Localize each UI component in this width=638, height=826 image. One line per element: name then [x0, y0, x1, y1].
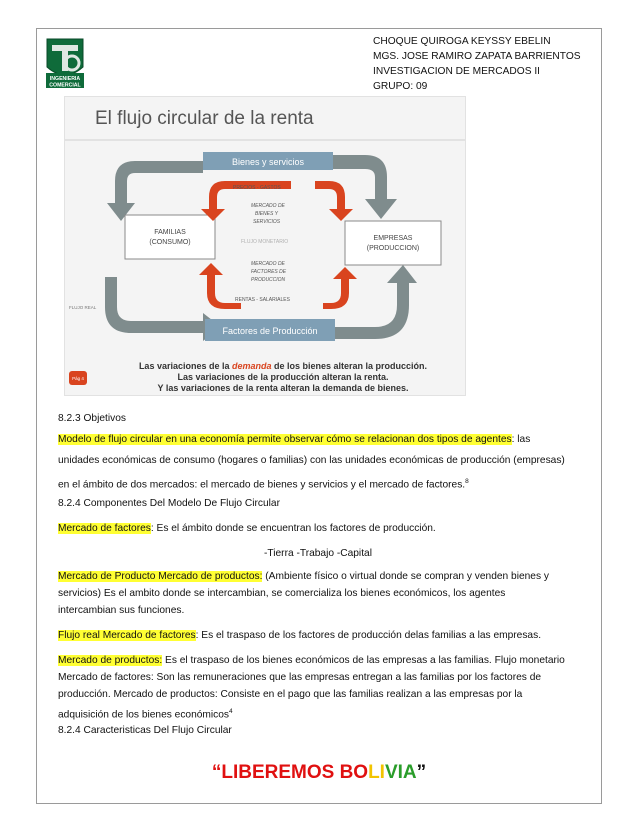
objectives-heading: 8.2.3 Objetivos [58, 413, 126, 424]
factors-red-arrow [323, 267, 357, 309]
money-flow-label: FLUJO MONETARIO [241, 239, 289, 245]
rents-label: RENTAS - SALARIALES [235, 297, 290, 303]
header-group: GRUPO: 09 [373, 81, 428, 92]
market-goods-1: MERCADO DE [251, 203, 285, 209]
header-student: CHOQUE QUIROGA KEYSSY EBELIN [373, 36, 551, 47]
components-heading: 8.2.4 Componentes Del Modelo De Flujo Circular [58, 498, 280, 509]
logo-text-2: COMERCIAL [49, 82, 81, 89]
characteristics-heading: 8.2.4 Caracteristicas Del Flujo Circular [58, 725, 232, 736]
header-professor: MGS. JOSE RAMIRO ZAPATA BARRIENTOS [373, 51, 581, 62]
product-market-paragraph: Mercado de Producto Mercado de productos: (Ambiente físico o virtual donde se compran y venden bienes y servicios) Es el ambito donde se intercambian, se comercializa los bienes económicos, los agentes intercambian sus funciones. [58, 571, 549, 616]
objectives-highlight: Modelo de flujo circular en una economía permite observar cómo se relacionan dos tipos de agentes [58, 434, 512, 445]
caption-line-3: Y las variaciones de la renta alteran la demanda de bienes. [157, 383, 409, 393]
market-goods-3: SERVICIOS [253, 219, 281, 225]
market-goods-2: BIENES Y [255, 211, 278, 217]
families-box [125, 215, 215, 259]
slogan: “LIBEREMOS BOLIVIA” [211, 762, 427, 783]
factors-list: -Tierra -Trabajo -Capital [264, 548, 372, 559]
prices-label: PRECIOS - GASTOS [233, 185, 281, 191]
diagram-title: El flujo circular de la renta [95, 108, 314, 129]
families-label-2: (CONSUMO) [149, 239, 191, 246]
objectives-paragraph: Modelo de flujo circular en una economía permite observar cómo se relacionan dos tipos de agentes: las unidades económicas de consumo (hogares o familias) con las unidades económicas de producción (empresas) en el ámbito de dos mercados: el mercado de bienes y servicios y el mercado de factores.$^8$ [58, 434, 565, 491]
page-tag-label: Pág 4 [72, 376, 84, 381]
caption-line-1: Las variaciones de la demanda de los bienes alteran la producción. [138, 361, 428, 371]
firms-label-1: EMPRESAS [373, 235, 413, 242]
firms-box [345, 221, 441, 265]
market-factors-2: FACTORES DE [251, 269, 287, 275]
market-factors-1: MERCADO DE [251, 261, 285, 267]
logo-text-1: INGENIERIA [49, 76, 81, 82]
firms-label-2: (PRODUCCION) [366, 245, 420, 252]
real-flow-paragraph: Flujo real Mercado de factores: Es el traspaso de los factores de producción delas familias a las empresas. [58, 630, 542, 641]
goods-arrow-left [107, 161, 203, 221]
ingenieria-comercial-logo [44, 37, 86, 89]
products-market-paragraph: Mercado de productos: Es el traspaso de los bienes económicos de las empresas a las familias. Flujo monetario Mercado de factores: Son las remuneraciones que las empresas entregan a las familias por los factores de producción. Mercado de productos: Consiste en el pago que las familias realizan a las empresas por la adquisición de los bienes económicos$^4$ [58, 655, 565, 721]
circular-flow-diagram [64, 96, 466, 396]
real-flow-label: FLUJO REAL [69, 305, 97, 310]
market-factors-3: PRODUCCION [251, 277, 286, 283]
factors-label: Factores de Producción [222, 326, 318, 336]
factor-market-paragraph: Mercado de factores: Es el ámbito donde se encuentran los factores de producción. [58, 523, 436, 534]
factors-arrow-left [105, 277, 221, 341]
families-label-1: FAMILIAS [154, 229, 186, 236]
caption-line-2: Las variaciones de la producción alteran la renta. [177, 372, 389, 382]
goods-red-arrow [315, 181, 353, 221]
header-block [373, 34, 581, 94]
header-course: INVESTIGACION DE MERCADOS II [373, 66, 540, 77]
goods-label: Bienes y servicios [231, 157, 305, 167]
